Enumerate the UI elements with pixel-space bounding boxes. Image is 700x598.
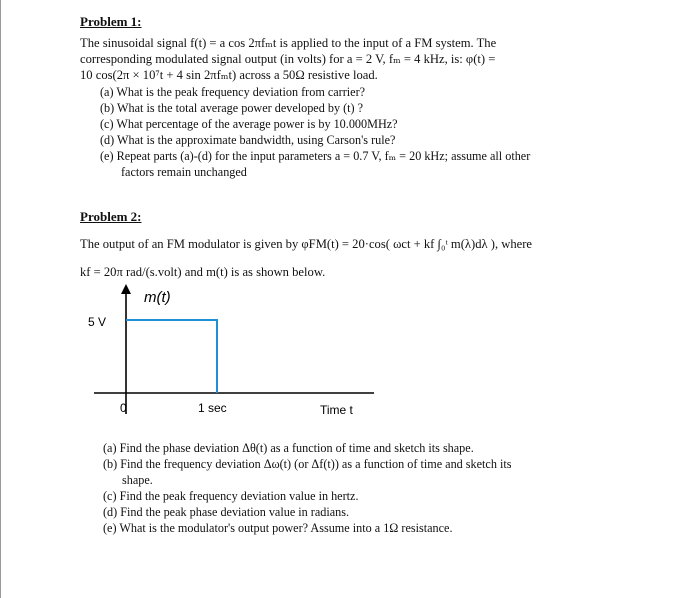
problem1-line-3: 10 cos(2π × 10⁷t + 4 sin 2πfₘt) across a 50Ω resistive load. <box>80 68 378 82</box>
problem2-item-e: (e) What is the modulator's output power? Assume into a 1Ω resistance. <box>103 521 453 535</box>
mt-graph <box>80 280 380 425</box>
problem1-item-d: (d) What is the approximate bandwidth, using Carson's rule? <box>100 133 396 147</box>
problem1-item-c: (c) What percentage of the average power is by 10.000MHz? <box>100 117 398 131</box>
problem2-line-1: The output of an FM modulator is given by φFM(t) = 20·cos( ωct + kf ∫₀ᵗ m(λ)dλ ), where <box>80 237 533 251</box>
problem2-item-b-cont: shape. <box>122 473 153 487</box>
graph-xlabel: Time t <box>320 403 353 417</box>
pulse-signal <box>126 320 217 393</box>
problem1-item-b: (b) What is the total average power developed by (t) ? <box>100 101 364 115</box>
graph-level-label: 5 V <box>88 315 107 329</box>
problem2-item-a: (a) Find the phase deviation Δθ(t) as a function of time and sketch its shape. <box>103 441 474 455</box>
problem1-line-1: The sinusoidal signal f(t) = a cos 2πfₘt is applied to the input of a FM system. The <box>80 36 497 50</box>
problem1-item-e-cont: factors remain unchanged <box>121 165 247 179</box>
problem2-item-b: (b) Find the frequency deviation Δω(t) (or Δf(t)) as a function of time and sketch its <box>103 457 512 471</box>
graph-origin-label: 0 <box>120 401 127 415</box>
graph-ylabel: m(t) <box>144 289 171 306</box>
problem1-heading: Problem 1: <box>80 14 142 29</box>
problem2-item-d: (d) Find the peak phase deviation value in radians. <box>103 505 350 519</box>
problem2-heading: Problem 2: <box>80 209 142 224</box>
left-border <box>0 0 1 598</box>
graph-tick-label: 1 sec <box>198 401 227 415</box>
problem1-item-e: (e) Repeat parts (a)-(d) for the input parameters a = 0.7 V, fₘ = 20 kHz; assume all other <box>100 149 531 163</box>
problem2-item-c: (c) Find the peak frequency deviation value in hertz. <box>103 489 359 503</box>
problem2-line-2: kf = 20π rad/(s.volt) and m(t) is as shown below. <box>80 265 326 279</box>
y-axis-arrow <box>121 284 131 294</box>
problem1-item-a: (a) What is the peak frequency deviation from carrier? <box>100 85 366 99</box>
problem1-line-2: corresponding modulated signal output (in volts) for a = 2 V, fₘ = 4 kHz, is: φ(t) = <box>80 52 496 66</box>
